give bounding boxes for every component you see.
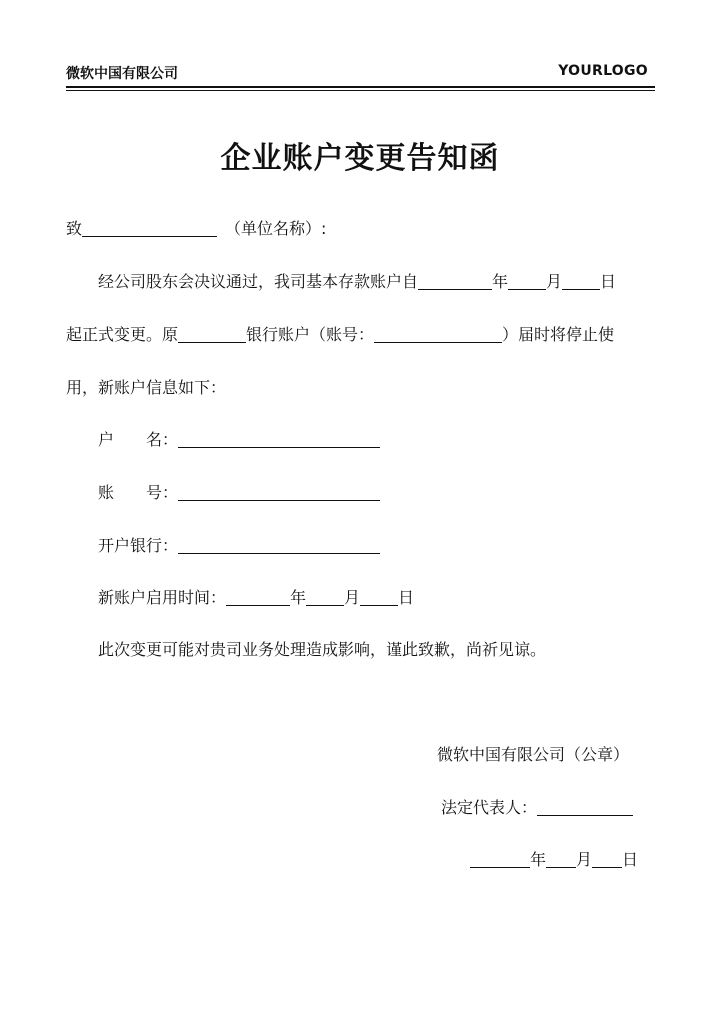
account-name-blank [178, 432, 380, 448]
header-divider-thin [66, 90, 655, 91]
account-name-label-a: 户 [98, 430, 115, 449]
salutation-prefix: 致 [66, 219, 83, 238]
paragraph-line-3: 用，新账户信息如下： [66, 378, 227, 397]
sign-day-unit: 日 [622, 850, 639, 869]
start-year-unit: 年 [290, 588, 307, 607]
start-day-unit: 日 [398, 588, 415, 607]
account-name-field [98, 430, 380, 450]
header-company-name: 微软中国有限公司 [66, 66, 178, 82]
paragraph-line2-start: 起正式变更。原 [66, 325, 179, 344]
paragraph-line-1 [98, 272, 616, 292]
change-month-unit: 月 [546, 272, 563, 291]
start-year-blank [226, 590, 290, 606]
bank-blank [178, 538, 380, 554]
header-logo-text: YOURLOGO [558, 63, 648, 79]
account-number-field [98, 483, 380, 503]
change-month-blank [508, 274, 546, 290]
apology-text: 此次变更可能对贵司业务处理造成影响，谨此致歉，尚祈见谅。 [98, 640, 547, 659]
start-month-unit: 月 [344, 588, 361, 607]
bank-field [98, 536, 380, 556]
change-day-unit: 日 [600, 272, 617, 291]
legal-rep-label: 法定代表人： [441, 798, 538, 817]
start-month-blank [306, 590, 344, 606]
sign-month-unit: 月 [576, 850, 593, 869]
paragraph-line2-mid: 银行账户（账号： [246, 325, 375, 344]
old-bank-blank [178, 327, 246, 343]
legal-representative-field [441, 798, 633, 818]
salutation-suffix: （单位名称）: [225, 219, 327, 238]
bank-label: 开户银行： [98, 536, 179, 555]
legal-rep-blank [537, 800, 633, 816]
old-account-number-blank [374, 327, 502, 343]
account-name-label-b: 名： [146, 430, 179, 449]
sign-day-blank [592, 852, 622, 868]
account-number-label-b: 号： [146, 483, 179, 502]
account-number-label-a: 账 [98, 483, 115, 502]
change-year-unit: 年 [492, 272, 509, 291]
start-date-field [98, 588, 414, 608]
paragraph-line1-text: 经公司股东会决议通过，我司基本存款账户自 [98, 272, 419, 291]
header-divider-thick [66, 86, 655, 88]
sign-month-blank [546, 852, 576, 868]
paragraph-line2-end: ）届时将停止使 [502, 325, 615, 344]
start-date-label: 新账户启用时间： [98, 588, 227, 607]
start-day-blank [360, 590, 398, 606]
signature-date [470, 850, 638, 870]
change-year-blank [418, 274, 492, 290]
account-number-blank [178, 485, 380, 501]
recipient-blank [82, 221, 217, 237]
sign-year-blank [470, 852, 530, 868]
sign-year-unit: 年 [530, 850, 547, 869]
change-day-blank [562, 274, 600, 290]
salutation-line [66, 219, 326, 239]
document-title: 企业账户变更告知函 [220, 141, 500, 176]
paragraph-line-2 [66, 325, 614, 345]
signature-company-seal: 微软中国有限公司（公章） [437, 745, 630, 764]
